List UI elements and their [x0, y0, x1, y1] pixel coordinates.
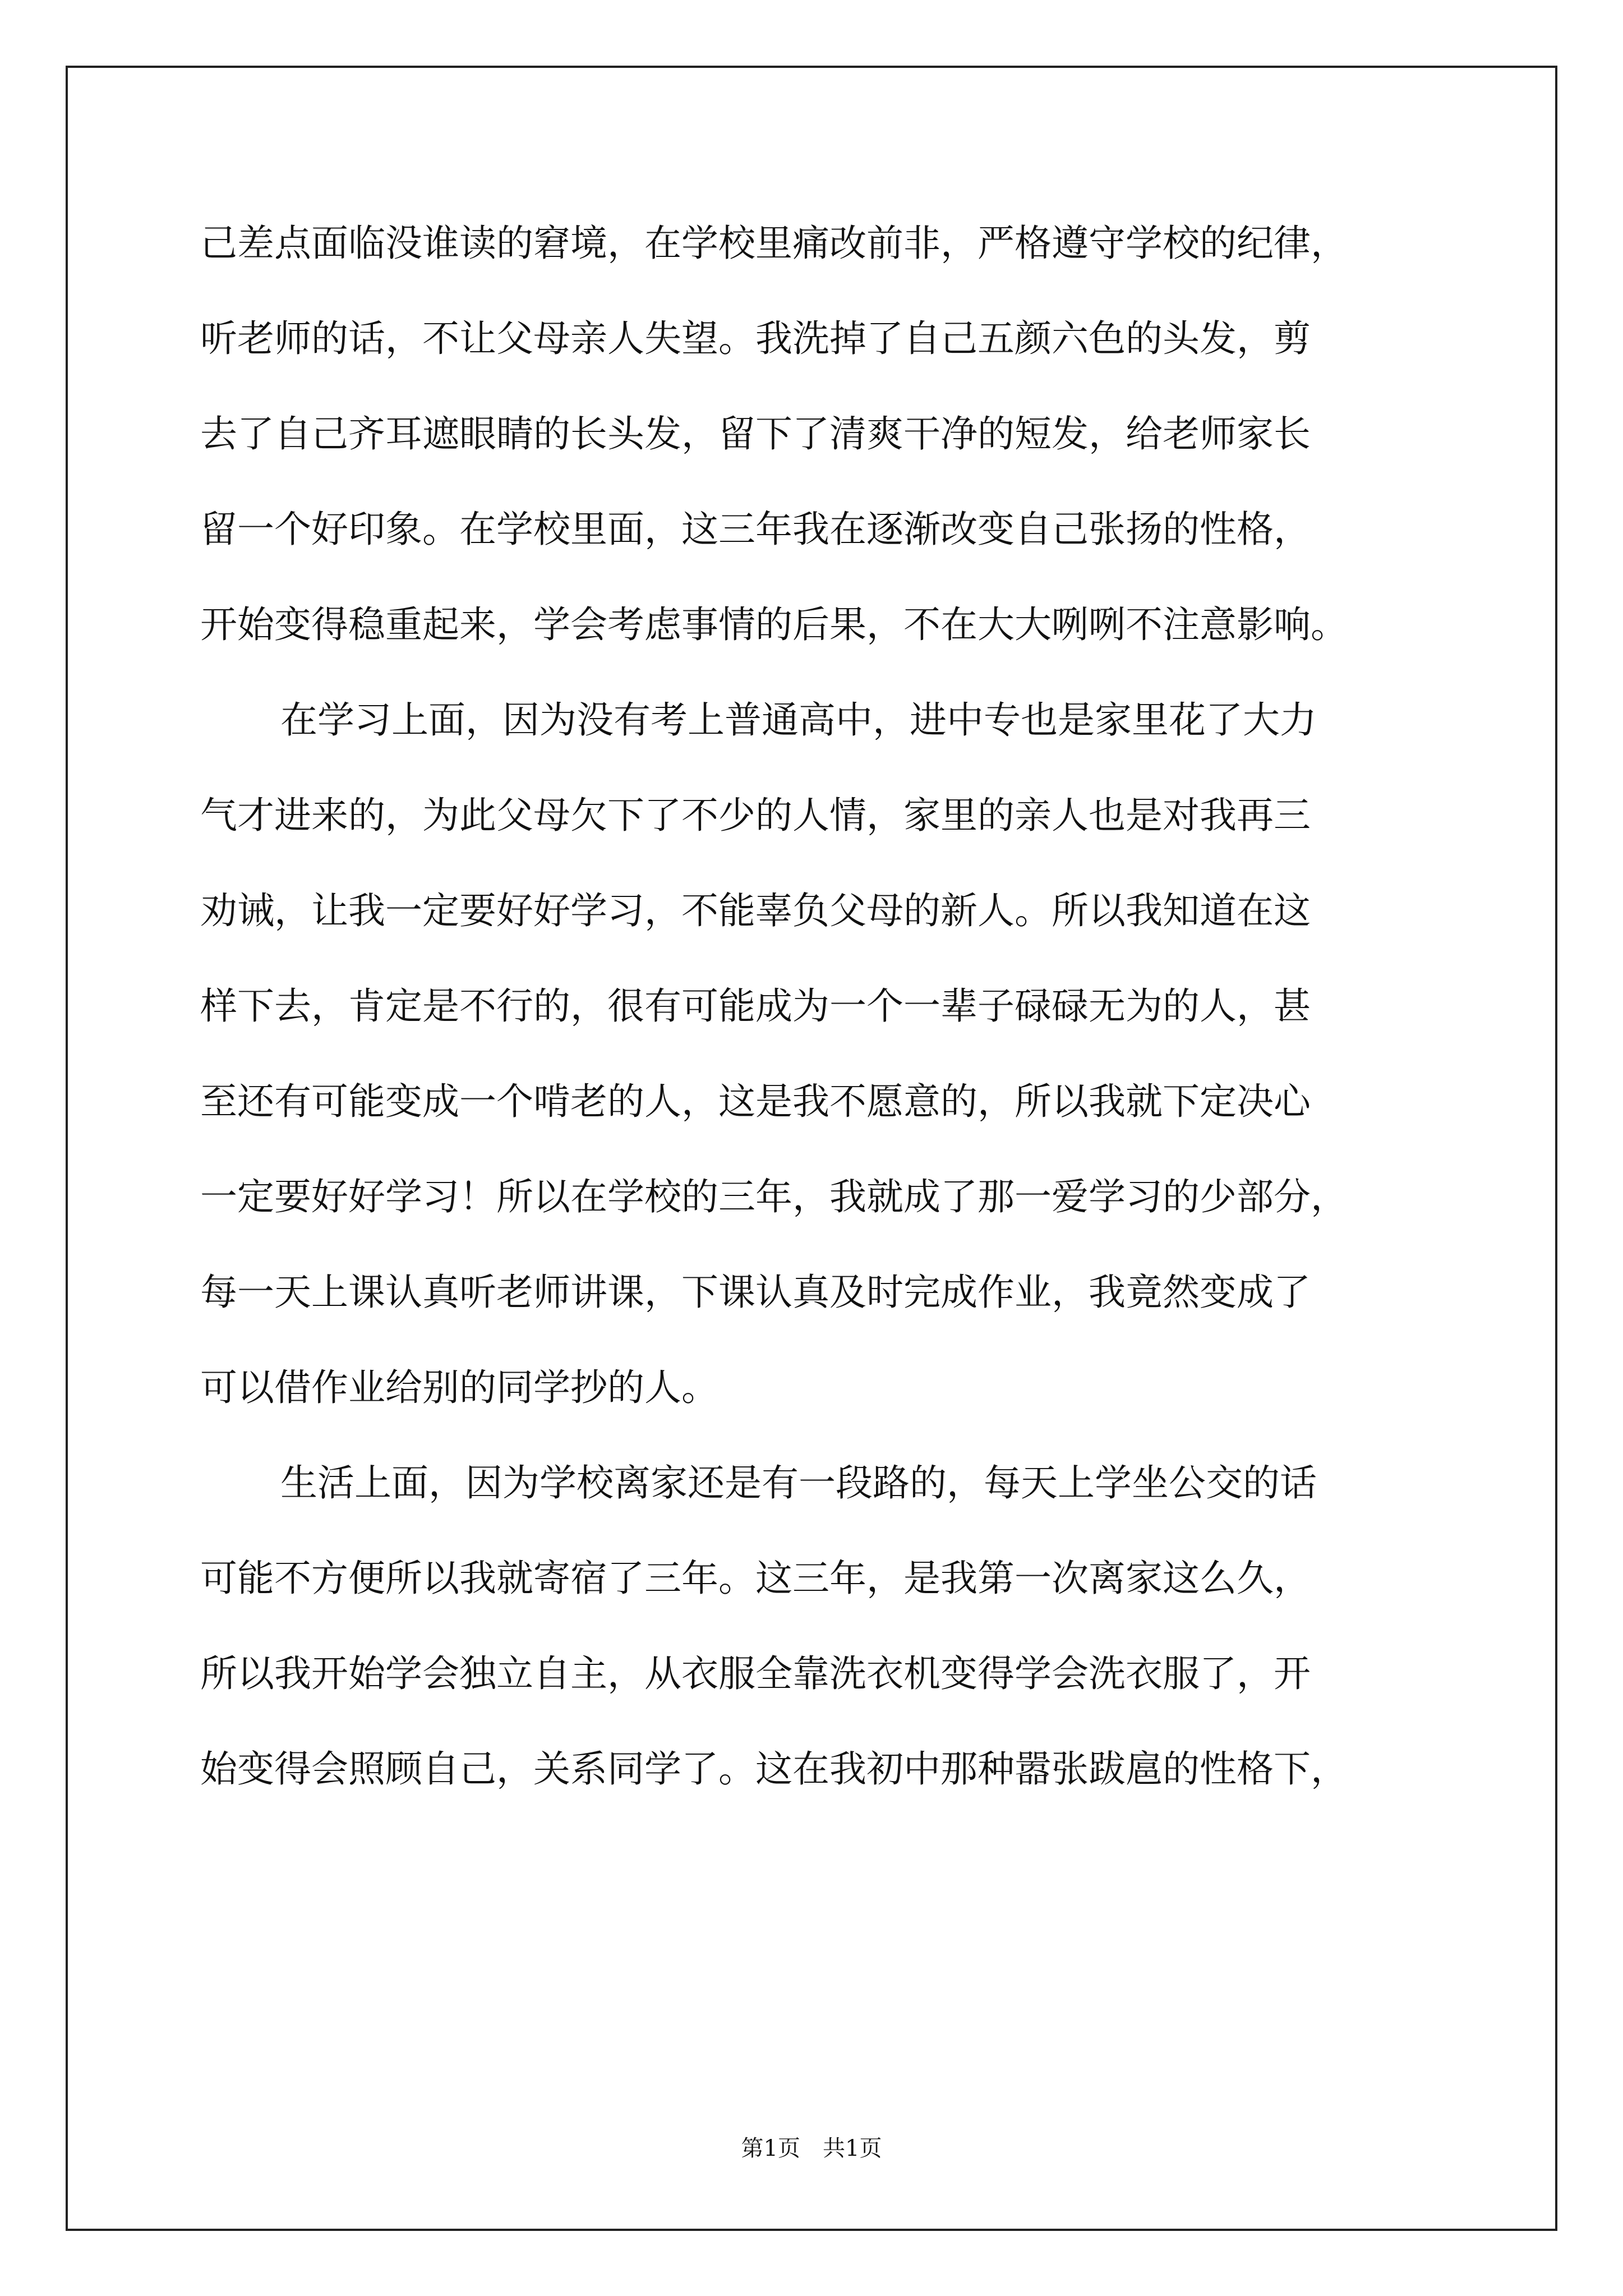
text-line: 始变得会照顾自己，关系同学了。这在我初中那种嚣张跋扈的性格下， [200, 1747, 1348, 1791]
text-line: 听老师的话，不让父母亲人失望。我洗掉了自己五颜六色的头发，剪 [200, 317, 1311, 360]
text-line: 留一个好印象。在学校里面，这三年我在逐渐改变自己张扬的性格， [200, 508, 1311, 551]
text-line: 每一天上课认真听老师讲课，下课认真及时完成作业，我竟然变成了 [200, 1271, 1311, 1314]
text-line: 可能不方便所以我就寄宿了三年。这三年，是我第一次离家这么久， [200, 1557, 1311, 1600]
text-line: 己差点面临没谁读的窘境，在学校里痛改前非，严格遵守学校的纪律， [200, 222, 1348, 265]
page-number-footer: 第1页 共1页 [741, 2136, 882, 2161]
text-line: 样下去，肯定是不行的，很有可能成为一个一辈子碌碌无为的人，甚 [200, 984, 1311, 1028]
paragraph-first-line: 生活上面，因为学校离家还是有一段路的，每天上学坐公交的话 [280, 1461, 1317, 1504]
text-line: 去了自己齐耳遮眼睛的长头发，留下了清爽干净的短发，给老师家长 [200, 412, 1311, 455]
text-line: 一定要好好学习！所以在学校的三年，我就成了那一爱学习的少部分， [200, 1175, 1348, 1218]
page-border [66, 66, 1557, 2231]
text-line: 气才进来的，为此父母欠下了不少的人情，家里的亲人也是对我再三 [200, 794, 1311, 837]
text-line: 可以借作业给别的同学抄的人。 [200, 1366, 718, 1409]
text-line: 所以我开始学会独立自主，从衣服全靠洗衣机变得学会洗衣服了，开 [200, 1652, 1311, 1695]
text-line: 劝诫，让我一定要好好学习，不能辜负父母的新人。所以我知道在这 [200, 889, 1311, 932]
text-line: 至还有可能变成一个啃老的人，这是我不愿意的，所以我就下定决心 [200, 1080, 1311, 1123]
paragraph-first-line: 在学习上面，因为没有考上普通高中，进中专也是家里花了大力 [280, 698, 1317, 742]
text-line: 开始变得稳重起来，学会考虑事情的后果，不在大大咧咧不注意影响。 [200, 603, 1348, 646]
